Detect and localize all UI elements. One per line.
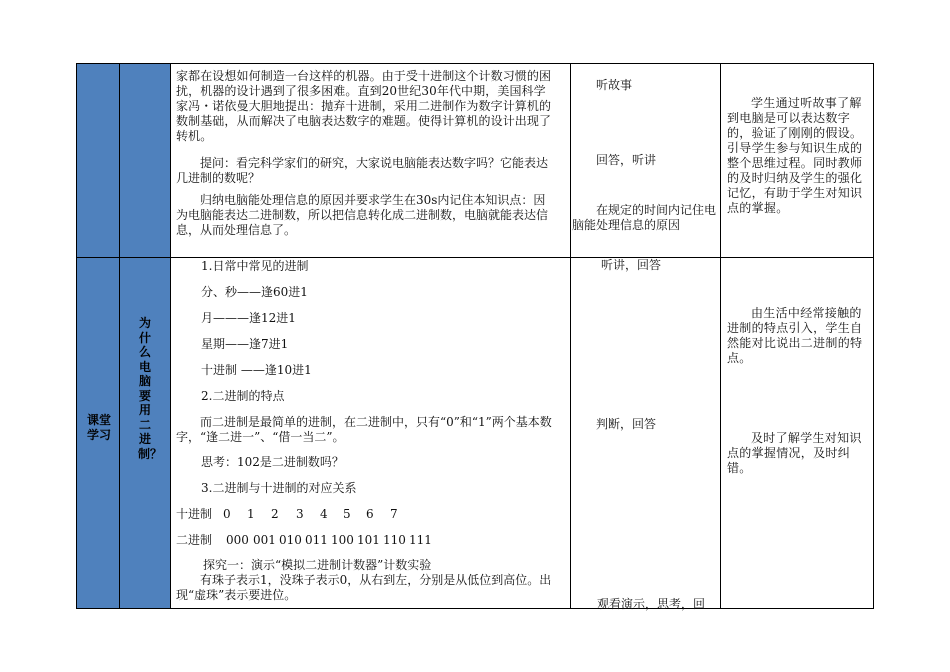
binary-value: 111 — [409, 533, 432, 547]
binary-row-label: 二进制 — [176, 533, 213, 547]
decimal-value: 7 — [390, 507, 398, 521]
binary-value: 000 — [226, 533, 249, 547]
activity-answer-listen: 回答，听讲 — [596, 153, 657, 167]
decimal-value: 3 — [296, 507, 304, 521]
table-border-right — [873, 63, 874, 609]
base-line-decimal: 十进制 ——逢10进1 — [201, 363, 312, 377]
heading-binary-features: 2.二进制的特点 — [201, 389, 285, 403]
stage-label: 课堂学习 — [86, 413, 111, 442]
row-divider — [76, 257, 874, 258]
stage-column-top — [77, 64, 119, 257]
table-border-bottom — [76, 608, 874, 609]
binary-value: 011 — [305, 533, 328, 547]
explore-paragraph: 有珠子表示1，没珠子表示0，从右到左，分别是从低位到高位。出现“虚珠”表示要进位。 — [176, 573, 552, 602]
activity-watch-demo: 观看演示，思考，回 — [597, 597, 706, 611]
heading-correspondence: 3.二进制与十进制的对应关系 — [201, 481, 357, 495]
binary-value: 101 — [357, 533, 380, 547]
story-paragraph: 家都在设想如何制造一台这样的机器。由于受十进制这个计数习惯的困扰，机器的设计遇到了很多困难。直到20世纪30年代中期，美国科学家冯・诺依曼大胆地提出：抛弃十进制，采用二进制作为数字计算机的数制基础，从而解决了电脑表达数字的难题。使得计算机的设计出现了转机。 — [176, 69, 552, 143]
design-intent-story: 学生通过听故事了解到电脑是可以表达数字的，验证了刚刚的假设。引导学生参与知识生成的整个思维过程。同时教师的及时归纳及学生的强化记忆，有助于学生对知识点的掌握。 — [727, 96, 863, 215]
activity-listen-answer: 听讲，回答 — [601, 258, 662, 272]
base-line-months: 月———逢12进1 — [201, 311, 296, 325]
binary-value: 001 — [253, 533, 276, 547]
think-question: 思考：102是二进制数吗？ — [201, 455, 344, 469]
topic-label-vertical: 为什么电脑要用二进制？ — [138, 316, 163, 461]
summary-paragraph: 归纳电脑能处理信息的原因并要求学生在30s内记住本知识点：因为电脑能表达二进制数，所以把信息转化成二进制数，电脑就能表达信息，从而处理信息了。 — [176, 193, 549, 237]
column-divider-3 — [570, 63, 571, 609]
base-line-weeks: 星期——逢7进1 — [201, 337, 289, 351]
decimal-value: 4 — [320, 507, 328, 521]
binary-value: 110 — [383, 533, 406, 547]
decimal-row-label: 十进制 — [176, 507, 213, 521]
decimal-value: 5 — [343, 507, 351, 521]
explore-heading: 探究一：演示“模拟二进制计数器”计数实验 — [203, 558, 432, 572]
decimal-value: 2 — [271, 507, 279, 521]
decimal-value: 6 — [366, 507, 374, 521]
binary-features-paragraph: 而二进制是最简单的进制，在二进制中，只有“0”和“1”两个基本数字，“逢二进一”、“借一当二”。 — [176, 415, 552, 444]
column-divider-1 — [119, 63, 120, 609]
decimal-value: 0 — [223, 507, 231, 521]
binary-value: 100 — [331, 533, 354, 547]
column-divider-2 — [170, 63, 171, 609]
question-paragraph: 提问：看完科学家们的研究，大家说电脑能表达数字吗？它能表达几进制的数呢？ — [176, 156, 549, 185]
decimal-value: 1 — [247, 507, 255, 521]
design-intent-feedback: 及时了解学生对知识点的掌握情况，及时纠错。 — [727, 431, 862, 475]
heading-common-bases: 1.日常中常见的进制 — [201, 259, 309, 273]
table-border-top — [76, 63, 874, 64]
activity-memorize: 在规定的时间内记住电脑能处理信息的原因 — [572, 203, 717, 232]
column-divider-4 — [720, 63, 721, 609]
base-line-minutes: 分、秒——逢60进1 — [201, 285, 308, 299]
topic-column-top — [120, 64, 170, 257]
activity-listen-story: 听故事 — [596, 78, 633, 92]
table-border-left — [76, 63, 77, 609]
binary-value: 010 — [279, 533, 302, 547]
activity-judge-answer: 判断，回答 — [596, 417, 657, 431]
design-intent-bases: 由生活中经常接触的进制的特点引入，学生自然能对比说出二进制的特点。 — [727, 306, 863, 365]
